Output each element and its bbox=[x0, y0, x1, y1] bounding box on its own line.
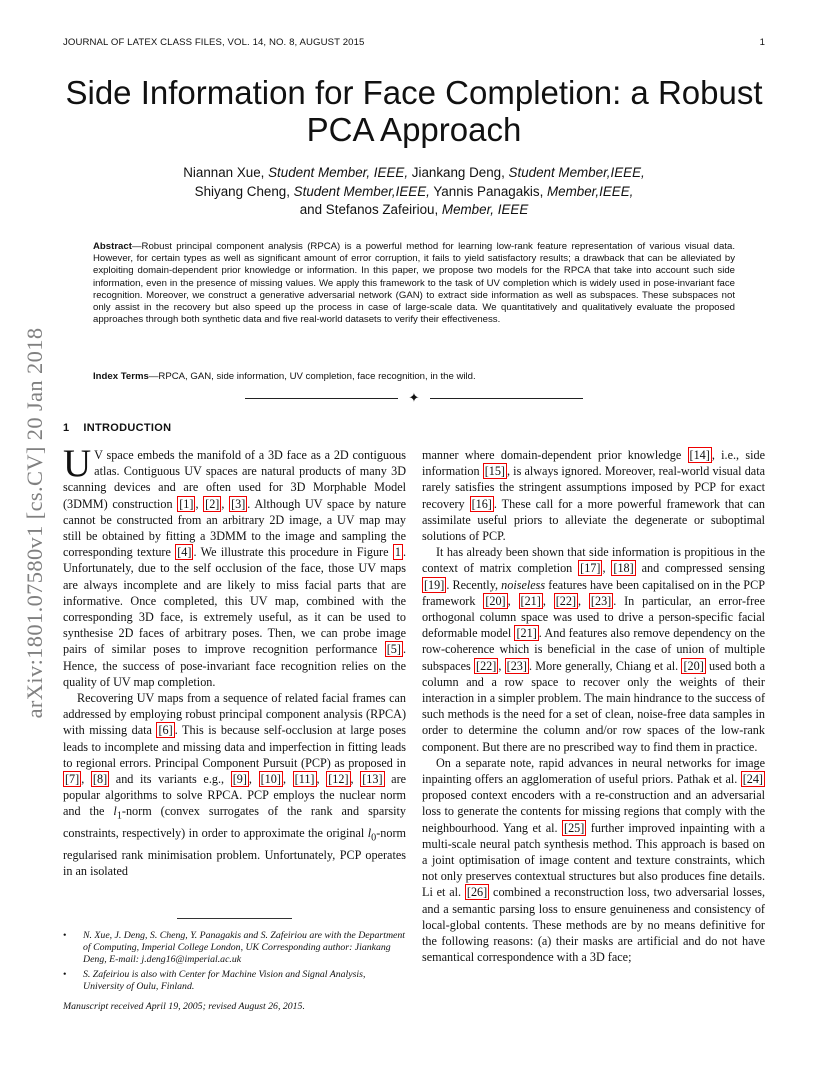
author-line: Niannan Xue, Student Member, IEEE, Jiankang Deng, Student Member,IEEE, bbox=[183, 165, 645, 180]
abstract-text: —Robust principal component analysis (RPCA) is a powerful method for learning low-rank feature representation of various visual data. However, for certain types as well as significant amount of error corruption, it fails to yield satisfactory results; a drawback that can be alleviated by exploiting domain-dependent prior knowledge or information. In this paper, we propose two models for the RPCA that take into account such side information, even in the presence of missing values. We apply this framework to the task of UV completion which is widely used in pose-invariant face recognition. Moreover, we construct a generative adversarial network (GAN) to extract side information as well as subspaces. These subspaces not only assist in the recovery but also speed up the process in case of large-scale data. We quantitatively and qualitatively evaluate the proposed approaches through both synthetic data and five real-world datasets to verify their effectiveness. bbox=[93, 241, 735, 326]
author-line: and Stefanos Zafeiriou, Member, IEEE bbox=[299, 202, 529, 217]
separator-line-right bbox=[430, 398, 583, 399]
footnote-text: N. Xue, J. Deng, S. Cheng, Y. Panagakis and S. Zafeiriou are with the Department of Computing, Imperial College London, UK Corresponding author: Jiankang Deng, E-mail: j.deng16@imperial.ac.uk bbox=[83, 930, 406, 966]
section-number: 1 bbox=[63, 422, 70, 434]
index-terms bbox=[93, 371, 735, 383]
footnote-item bbox=[63, 969, 406, 993]
author-line: Shiyang Cheng, Student Member,IEEE, Yannis Panagakis, Member,IEEE, bbox=[194, 183, 634, 199]
footnote-item bbox=[63, 930, 406, 967]
index-terms-label: Index Terms bbox=[93, 371, 149, 382]
section-heading bbox=[63, 422, 171, 434]
right-column bbox=[422, 447, 765, 966]
bullet-icon: • bbox=[63, 968, 67, 980]
section-separator bbox=[245, 391, 583, 405]
body-paragraph: On a separate note, rapid advances in neural networks for image inpainting offers an agglomeration of useful priors. Pathak et al. [24] proposed context encoders with a re-construction and an adversarial loss to generate the contents for missing regions that comply with the neighbourhood. Yang et al. [25] further improved inpainting with a multi-scale neural patch synthesis method. This approach is based on a joint optimisation of image content and texture constraints, which not only preserves contextual structures but also produces fine details. Li et al. [26] combined a reconstruction loss, two adversarial losses, and a semantic parsing loss to ensure genuineness and consistency of local-global contents. These methods are by no means definitive for the following reasons: (a) their masks are artificial and do not have semantical correspondence with a 3D face; bbox=[422, 755, 765, 965]
body-paragraph: manner where domain-dependent prior knowledge [14] , i.e., side information [15] , is always ignored. Moreover, real-world visual data rarely satisfies the stringent assumptions imposed by PCP for exact recovery [16] . These call for a more powerful framework that can assimilate useful priors to alleviate the degenerate or suboptimal solutions of PCP. bbox=[422, 448, 766, 544]
section-title: INTRODUCTION bbox=[83, 422, 172, 434]
body-paragraph: U V space embeds the manifold of a 3D face as a 2D contiguous atlas. Contiguous UV spaces are natural products of many 3D scanning devices and are often used for 3D Morphable Model (3DMM) construction [1] , [2] , [3] . Although UV space by nature cannot be constructed from an arbitrary 2D image, a UV map may still be obtained by fitting a 3DMM to the image and sampling the corresponding texture [4] . We illustrate this procedure in Figure 1 . Unfortunately, due to the self occlusion of the face, those UV maps are always incomplete and are likely to miss facial parts that are informative. Once completed, this UV map, combined with the corresponding 3D face, is extremely useful, as it can be used to synthesise 2D faces of arbitrary poses. Then, we can probe image pairs of similar poses to improve recognition performance [5] . Hence, the success of pose-invariant face recognition relies on the quality of UV map completion. bbox=[63, 442, 407, 689]
bullet-icon: • bbox=[63, 930, 67, 941]
body-paragraph: It has already been shown that side information is propitious in the context of matrix completion [17] , [18] and compressed sensing [19] . Recently, noiseless features have been capitalised on in the PCP framework [20] , [21] , [22] , [23] . In particular, an error-free orthogonal column space was used to drive a person-specific facial deformable model [21] . And features also remove dependency on the row-coherence which is beneficial in the case of union of multiple subspaces [22] , [23] . More generally, Chiang et al. [20] used both a column and a row space to recover only the weights of their interaction in a simpler problem. The main hindrance to the success of such methods is the need for a set of clean, noise-free data samples in order to determine the column and/or row spaces of the low-rank component. But there are no prescribed way to find them in practice. bbox=[422, 545, 766, 754]
footnote-text: S. Zafeiriou is also with Center for Machine Vision and Signal Analysis, University of Oulu, Finland. bbox=[83, 968, 366, 992]
dropcap-letter: U bbox=[63, 442, 92, 485]
left-column bbox=[63, 442, 407, 879]
arxiv-stamp-text: arXiv:1801.07580v1 [cs.CV] 20 Jan 2018 bbox=[22, 327, 47, 719]
arxiv-side-stamp bbox=[18, 290, 52, 756]
abstract bbox=[93, 241, 735, 326]
author-list bbox=[63, 164, 765, 220]
diamond-star-icon: ✦ bbox=[408, 390, 420, 405]
body-paragraph: Recovering UV maps from a sequence of related facial frames can addressed by employing robust principal component analysis (RPCA) with missing data [6] . This is because self-occlusion at large poses leads to incomplete and missing data and imperfection in fitting leads to regional errors. Principal Component Pursuit (PCP) as proposed in [7] , [8] and its variants e.g., [9] , [10] , [11] , [12] , [13] are popular algorithms to solve RPCA. PCP employs the nuclear norm and the $l_1$-norm (convex surrogates of the rank and sparsity constraints, respectively) in order to approximate the original $l_0$-norm regularised rank minimisation problem. Unfortunately, PCP operates in an isolated bbox=[63, 691, 407, 878]
manuscript-note: Manuscript received April 19, 2005; revised August 26, 2015. bbox=[63, 1001, 305, 1013]
footnotes bbox=[63, 930, 406, 1023]
paper-title: Side Information for Face Completion: a Robust PCA Approach bbox=[65, 74, 763, 148]
abstract-label: Abstract bbox=[93, 241, 132, 252]
page-number: 1 bbox=[759, 37, 765, 48]
separator-line-left bbox=[245, 398, 398, 399]
running-header: JOURNAL OF LATEX CLASS FILES, VOL. 14, NO. 8, AUGUST 2015 bbox=[63, 37, 365, 48]
footnote-rule bbox=[177, 918, 292, 919]
index-terms-text: —RPCA, GAN, side information, UV completion, face recognition, in the wild. bbox=[148, 371, 476, 382]
